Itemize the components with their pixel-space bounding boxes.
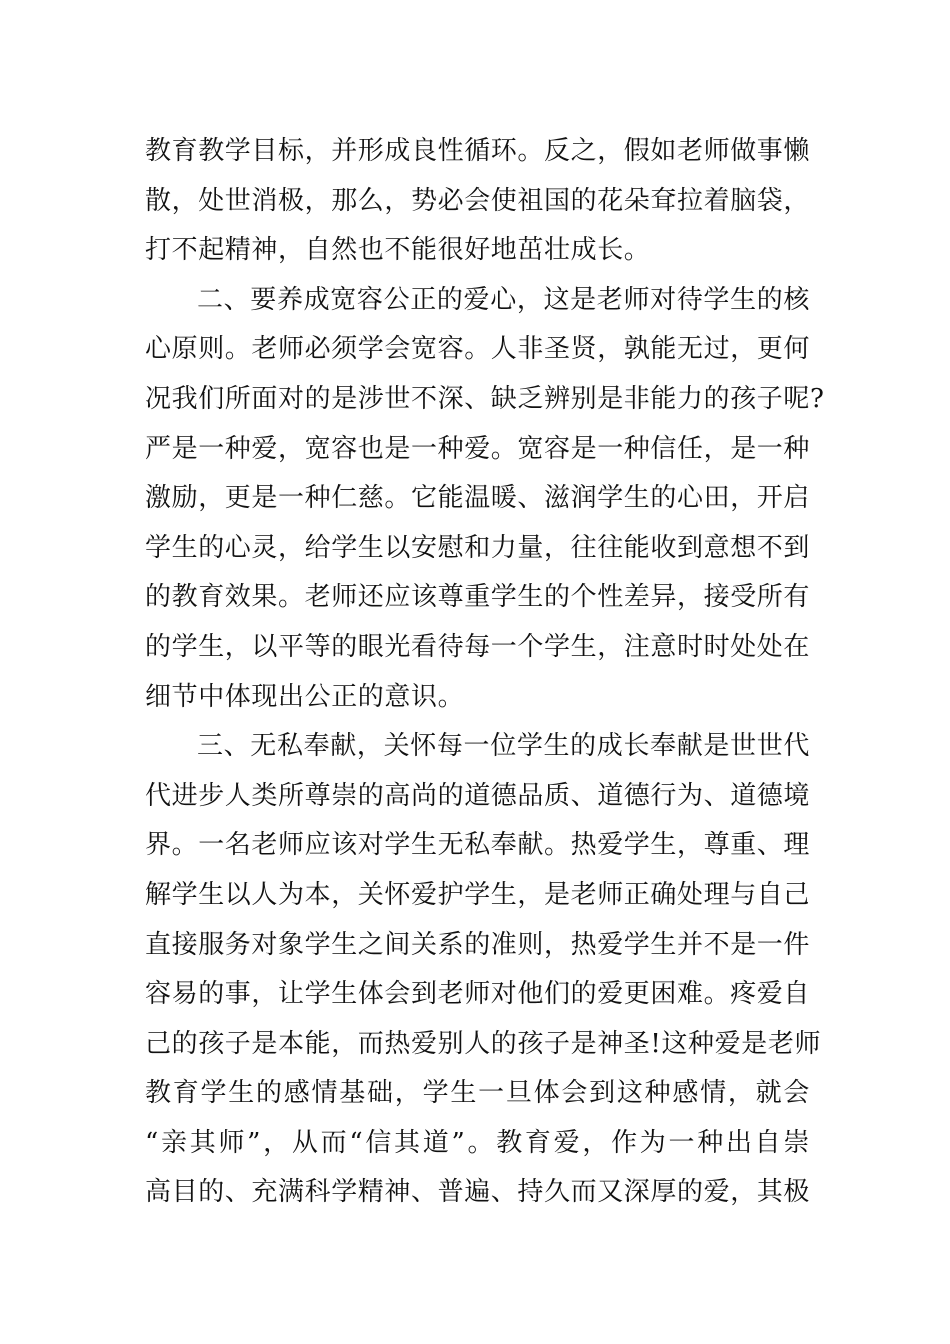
text-line: 细节中体现出公正的意识。 [145,681,465,712]
text-line: 的教育效果。老师还应该尊重学生的个性差异，接受所有 [145,582,811,613]
text-line: 直接服务对象学生之间关系的准则，热爱学生并不是一件 [145,929,811,960]
text-line: 教育学生的感情基础，学生一旦体会到这种感情，就会 [145,1078,810,1109]
text-line: 二、要养成宽容公正的爱心，这是老师对待学生的核 [197,284,810,315]
text-line: 己的孩子是本能，而热爱别人的孩子是神圣!这种爱是老师 [145,1028,822,1059]
document-body-text [145,127,825,1218]
text-line: 的学生，以平等的眼光看待每一个学生，注意时时处处在 [145,631,811,662]
text-line: 严是一种爱，宽容也是一种爱。宽容是一种信任，是一种 [145,433,811,464]
text-line: 代进步人类所尊崇的高尚的道德品质、道德行为、道德境 [145,780,811,811]
text-line: 教育教学目标，并形成良性循环。反之，假如老师做事懒 [145,136,811,166]
text-line: 激励，更是一种仁慈。它能温暖、滋润学生的心田，开启 [145,483,811,514]
text-line: “亲其师”，从而“信其道”。教育爱，作为一种出自崇 [145,1127,810,1158]
text-line: 容易的事，让学生体会到老师对他们的爱更困难。疼爱自 [145,979,811,1010]
text-line: 心原则。老师必须学会宽容。人非圣贤，孰能无过，更何 [145,334,811,365]
text-line: 打不起精神，自然也不能很好地茁壮成长。 [145,235,651,266]
text-line: 学生的心灵，给学生以安慰和力量，往往能收到意想不到 [145,532,811,563]
text-line: 界。一名老师应该对学生无私奉献。热爱学生，尊重、理 [145,830,811,861]
text-line: 散，处世消极，那么，势必会使祖国的花朵耷拉着脑袋， [145,185,811,216]
text-line: 解学生以人为本，关怀爱护学生，是老师正确处理与自己 [145,879,811,910]
text-line: 况我们所面对的是涉世不深、缺乏辨别是非能力的孩子呢? [145,383,825,414]
text-line: 三、无私奉献，关怀每一位学生的成长奉献是世世代 [197,731,810,762]
text-line: 高目的、充满科学精神、普遍、持久而又深厚的爱，其极 [145,1177,811,1208]
